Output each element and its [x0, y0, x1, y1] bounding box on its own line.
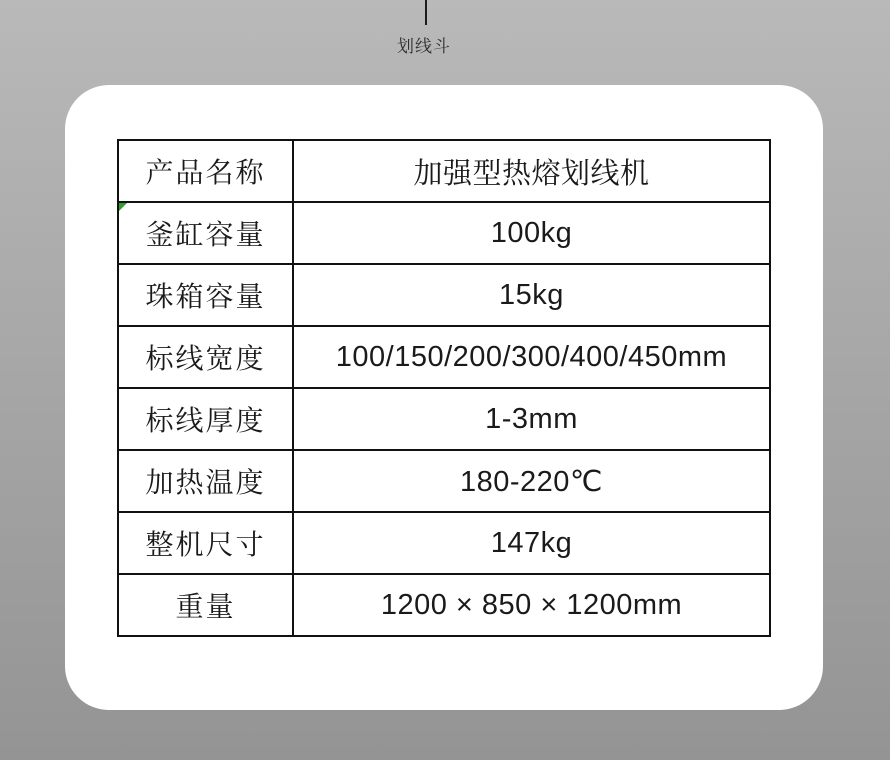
spec-table [117, 139, 771, 637]
spec-label-text: 釜缸容量 [145, 219, 266, 250]
spec-label [118, 202, 293, 264]
spec-label: 标线厚度 [118, 388, 293, 450]
spec-label: 加热温度 [118, 450, 293, 512]
table-row [118, 450, 770, 512]
table-row [118, 264, 770, 326]
spec-value: 180-220℃ [293, 450, 770, 512]
spec-value: 15kg [293, 264, 770, 326]
spec-label: 标线宽度 [118, 326, 293, 388]
spec-label: 整机尺寸 [118, 512, 293, 574]
green-corner-marker-icon [119, 203, 127, 211]
connector-line [425, 0, 427, 25]
spec-label: 重量 [118, 574, 293, 636]
table-row [118, 326, 770, 388]
spec-label: 产品名称 [118, 140, 293, 202]
table-row [118, 512, 770, 574]
spec-value: 1-3mm [293, 388, 770, 450]
product-spec-card [65, 85, 823, 710]
spec-value: 147kg [293, 512, 770, 574]
spec-value: 1200 × 850 × 1200mm [293, 574, 770, 636]
table-row [118, 574, 770, 636]
spec-value: 100/150/200/300/400/450mm [293, 326, 770, 388]
spec-label: 珠箱容量 [118, 264, 293, 326]
table-row [118, 388, 770, 450]
table-row [118, 202, 770, 264]
spec-value: 100kg [293, 202, 770, 264]
spec-value: 加强型热熔划线机 [293, 140, 770, 202]
connector-label: 划线斗 [397, 37, 451, 56]
table-row [118, 140, 770, 202]
